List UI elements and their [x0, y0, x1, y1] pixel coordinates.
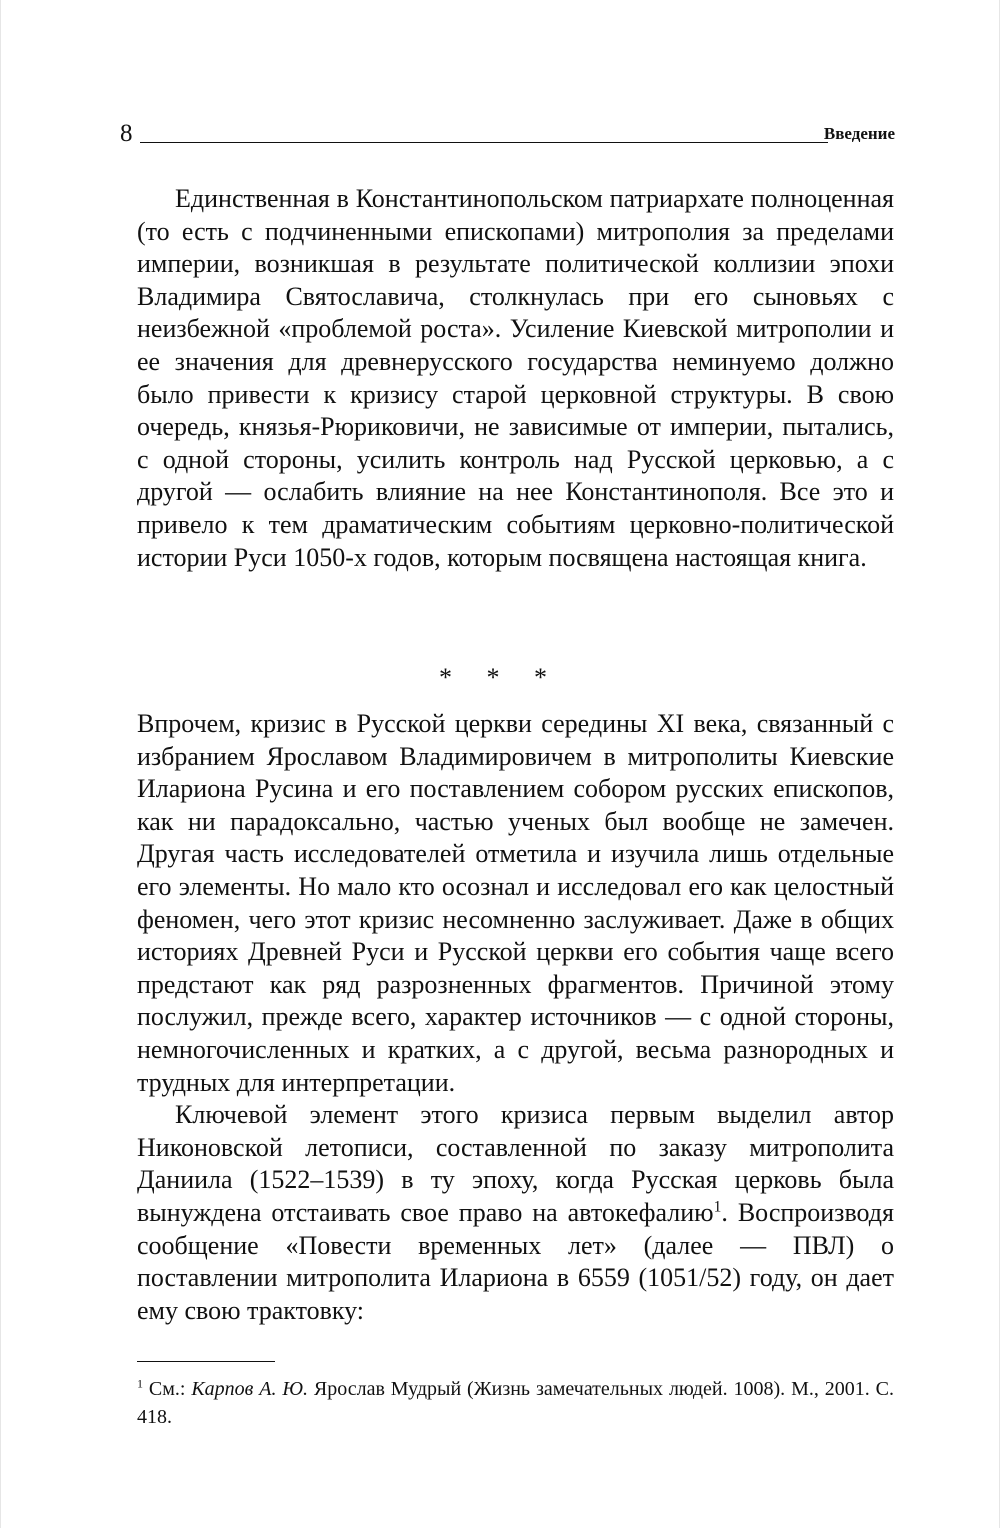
- page-number: 8: [120, 120, 133, 147]
- paragraph: Единственная в Константинопольском патриархате полноценная (то есть с подчиненными епископами) митрополия за пределами империи, возникшая в результате политической коллизии эпохи Владимира Святославича, столкнулась при его сыновьях с неизбежной «проблемой роста». Усиление Киевской митрополии и ее значения для древнерусского государства неминуемо должно было привести к кризису старой церковной структуры. В свою очередь, князья-Рюриковичи, не зависимые от империи, пытались, с одной стороны, усилить контроль над Русской церковью, а с другой — ослабить влияние на нее Константинополя. Все это и привело к тем драматическим событиям церковно-политической истории Руси 1050-х годов, которым посвящена настоящая книга.: [137, 184, 894, 572]
- intro-text-block: [137, 183, 894, 574]
- footnote-citation: Ярослав Мудрый (Жизнь замечательных людей. 1008). М., 2001. С. 418.: [137, 1378, 894, 1428]
- footnote: [137, 1375, 894, 1431]
- footnote-reference[interactable]: 1: [713, 1198, 722, 1216]
- header-rule: [140, 142, 828, 143]
- footnote-rule: [137, 1361, 275, 1362]
- paragraph-text: . Воспроизводя сообщение «Повести временных лет» (далее — ПВЛ) о поставлении митрополита Илариона в 6559 (1051/52) году, он дает ему свою трактовку:: [137, 1197, 894, 1325]
- paragraph: Впрочем, кризис в Русской церкви середины XI века, связанный с избранием Ярославом Владимировичем в митрополиты Киевские Илариона Русина и его поставлением собором русских епископов, как ни парадоксально, частью ученых был вообще не замечен. Другая часть исследователей отметила и изучила лишь отдельные его элементы. Но мало кто осознал и исследовал его как целостный феномен, чего этот кризис несомненно заслуживает. Даже в общих историях Древней Руси и Русской церкви его события чаще всего предстают как ряд разрозненных фрагментов. Причиной этому послужил, прежде всего, характер источников — с одной стороны, немногочисленных и кратких, а с другой, весьма разнородных и трудных для интерпретации.: [137, 709, 894, 1097]
- running-head: Введение: [823, 124, 895, 143]
- paragraph-text: Ключевой элемент этого кризиса первым выделил автор Никоновской летописи, составленной по заказу митрополита Даниила (1522–1539) в ту эпоху, когда Русская церковь была вынуждена отстаивать свое право на автокефалию: [137, 1100, 894, 1227]
- section-separator: * * *: [439, 663, 561, 692]
- footnote-author: Карпов А. Ю.: [191, 1378, 308, 1400]
- page-header: [120, 118, 895, 148]
- footnote-prefix: См.:: [143, 1378, 192, 1400]
- footnote-marker: 1: [137, 1376, 143, 1391]
- paragraph-with-footnote: [137, 1099, 894, 1327]
- main-text-block: [137, 708, 894, 1327]
